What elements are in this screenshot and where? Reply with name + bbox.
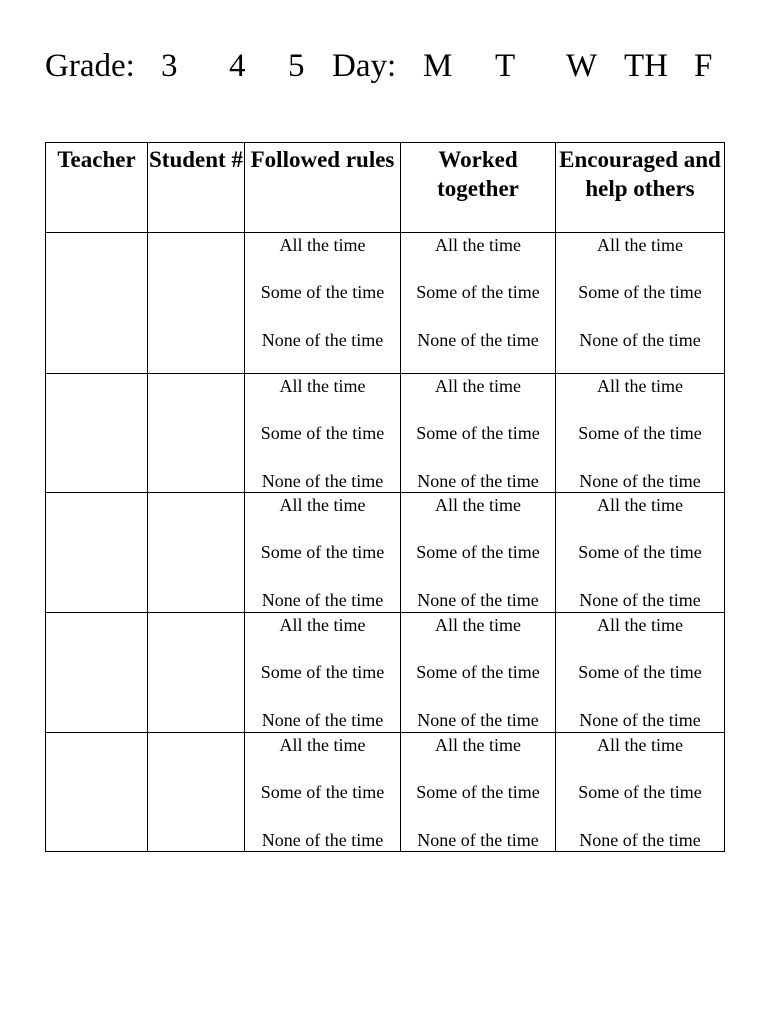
some-of-the-time-option[interactable]: Some of the time [416,423,540,443]
day-option-w: W [566,48,598,84]
all-the-time-option[interactable]: All the time [279,615,366,635]
encouraged-and-help-others-cell [556,233,725,374]
none-of-the-time-option[interactable]: None of the time [417,590,539,610]
some-of-the-time-option[interactable]: Some of the time [260,282,385,302]
all-the-time-option[interactable]: All the time [279,376,366,396]
grade-label: Grade: [45,48,135,84]
some-of-the-time-option[interactable]: Some of the time [578,662,702,682]
day-option-m: M [423,48,453,84]
none-of-the-time-option[interactable]: None of the time [261,590,384,610]
teacher-cell[interactable] [46,733,148,852]
table-row [46,733,725,852]
none-of-the-time-option[interactable]: None of the time [261,710,384,730]
none-of-the-time-option[interactable]: None of the time [417,471,539,491]
some-of-the-time-option[interactable]: Some of the time [416,542,540,562]
all-the-time-option[interactable]: All the time [597,495,683,515]
encouraged-and-help-others-cell [556,613,725,733]
some-of-the-time-option[interactable]: Some of the time [416,662,540,682]
all-the-time-option[interactable]: All the time [435,495,521,515]
none-of-the-time-option[interactable]: None of the time [579,471,701,491]
column-header-followed-rules: Followed rules [245,143,401,233]
table-row [46,374,725,493]
followed-rules-cell [245,493,401,613]
day-option-f: F [694,48,713,84]
student-number-cell[interactable] [148,374,245,493]
some-of-the-time-option[interactable]: Some of the time [260,542,385,562]
all-the-time-option[interactable]: All the time [597,615,683,635]
day-option-th: TH [624,48,668,84]
worked-together-cell [401,733,556,852]
followed-rules-cell [245,233,401,374]
some-of-the-time-option[interactable]: Some of the time [578,782,702,802]
all-the-time-option[interactable]: All the time [597,235,683,255]
all-the-time-option[interactable]: All the time [279,735,366,755]
encouraged-and-help-others-cell [556,493,725,613]
teacher-cell[interactable] [46,374,148,493]
none-of-the-time-option[interactable]: None of the time [579,830,701,850]
table-row [46,493,725,613]
behavior-rubric-table [45,142,725,852]
all-the-time-option[interactable]: All the time [279,495,366,515]
none-of-the-time-option[interactable]: None of the time [579,590,701,610]
some-of-the-time-option[interactable]: Some of the time [578,282,702,302]
table-row [46,613,725,733]
some-of-the-time-option[interactable]: Some of the time [578,542,702,562]
student-number-cell[interactable] [148,733,245,852]
all-the-time-option[interactable]: All the time [435,735,521,755]
column-header-teacher: Teacher [46,143,148,233]
followed-rules-cell [245,733,401,852]
column-header-student-number: Student # [148,143,245,233]
followed-rules-cell [245,613,401,733]
teacher-cell[interactable] [46,493,148,613]
grade-option-4: 4 [229,48,246,84]
table-header-row [46,143,725,233]
encouraged-and-help-others-cell [556,733,725,852]
all-the-time-option[interactable]: All the time [435,376,521,396]
table-row [46,233,725,374]
none-of-the-time-option[interactable]: None of the time [417,710,539,730]
all-the-time-option[interactable]: All the time [597,735,683,755]
student-number-cell[interactable] [148,233,245,374]
day-option-t: T [495,48,516,84]
teacher-cell[interactable] [46,613,148,733]
worked-together-cell [401,374,556,493]
student-number-cell[interactable] [148,613,245,733]
some-of-the-time-option[interactable]: Some of the time [260,662,385,682]
day-label: Day: [332,48,397,84]
followed-rules-cell [245,374,401,493]
grade-option-5: 5 [288,48,305,84]
student-number-cell[interactable] [148,493,245,613]
all-the-time-option[interactable]: All the time [279,235,366,255]
all-the-time-option[interactable]: All the time [597,376,683,396]
table-body [46,233,725,852]
grade-option-3: 3 [161,48,178,84]
some-of-the-time-option[interactable]: Some of the time [416,282,540,302]
all-the-time-option[interactable]: All the time [435,615,521,635]
none-of-the-time-option[interactable]: None of the time [579,330,701,350]
worked-together-cell [401,493,556,613]
some-of-the-time-option[interactable]: Some of the time [260,782,385,802]
none-of-the-time-option[interactable]: None of the time [261,471,384,491]
worked-together-cell [401,613,556,733]
encouraged-and-help-others-cell [556,374,725,493]
some-of-the-time-option[interactable]: Some of the time [260,423,385,443]
none-of-the-time-option[interactable]: None of the time [417,830,539,850]
some-of-the-time-option[interactable]: Some of the time [416,782,540,802]
worked-together-cell [401,233,556,374]
teacher-cell[interactable] [46,233,148,374]
all-the-time-option[interactable]: All the time [435,235,521,255]
none-of-the-time-option[interactable]: None of the time [579,710,701,730]
header-line [0,44,768,88]
column-header-encouraged-and-help-others: Encouraged and help others [556,143,725,233]
some-of-the-time-option[interactable]: Some of the time [578,423,702,443]
none-of-the-time-option[interactable]: None of the time [261,830,384,850]
none-of-the-time-option[interactable]: None of the time [417,330,539,350]
column-header-worked-together: Worked together [401,143,556,233]
none-of-the-time-option[interactable]: None of the time [261,330,384,350]
